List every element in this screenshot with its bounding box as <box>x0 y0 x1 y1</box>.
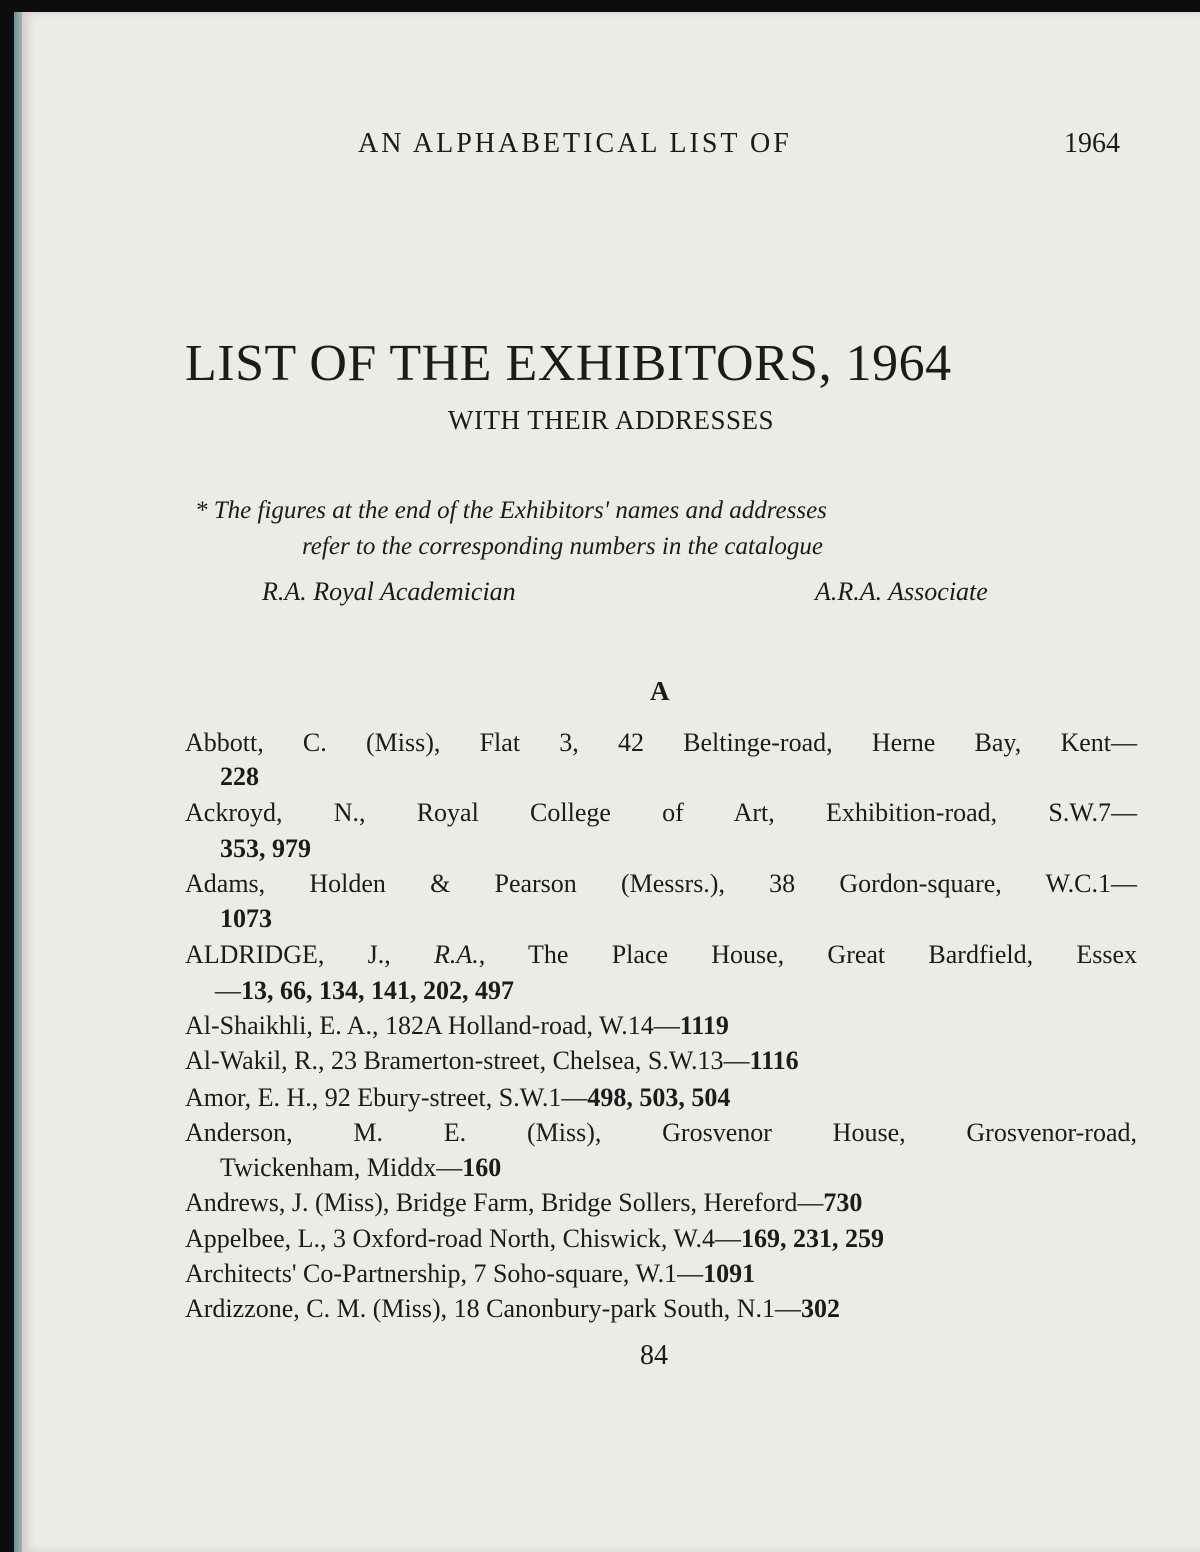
exhibitor-entry: Amor, E. H., 92 Ebury-street, S.W.1—498, 503, 504 <box>185 1083 731 1112</box>
abbrev-ara: A.R.A. Associate <box>815 577 988 606</box>
page-subtitle: WITH THEIR ADDRESSES <box>448 405 775 435</box>
running-title: AN ALPHABETICAL LIST OF <box>358 128 792 159</box>
entry-numbers: 228 <box>220 762 259 791</box>
exhibitor-entry: Ackroyd, N., Royal College of Art, Exhibition-road, S.W.7— <box>185 798 1137 827</box>
section-letter: A <box>650 676 670 706</box>
page-title: LIST OF THE EXHIBITORS, 1964 <box>185 335 952 392</box>
exhibitor-entry: Appelbee, L., 3 Oxford-road North, Chiswick, W.4—169, 231, 259 <box>185 1224 885 1253</box>
entry-numbers: 353, 979 <box>220 834 311 863</box>
entry-numbers: —13, 66, 134, 141, 202, 497 <box>215 976 514 1005</box>
note-line-1: * The figures at the end of the Exhibitors' names and addresses <box>195 497 827 524</box>
abbrev-ra: R.A. Royal Academician <box>262 577 516 606</box>
exhibitor-entry: ALDRIDGE, J., R.A., The Place House, Great Bardfield, Essex <box>185 940 1137 969</box>
exhibitor-entry: Architects' Co-Partnership, 7 Soho-square, W.1—1091 <box>185 1259 756 1288</box>
page-number: 84 <box>640 1340 668 1371</box>
note-line-2: refer to the corresponding numbers in the catalogue <box>302 533 823 560</box>
entry-numbers: 1073 <box>220 904 272 933</box>
exhibitor-entry: Anderson, M. E. (Miss), Grosvenor House, Grosvenor-road, <box>185 1118 1137 1147</box>
exhibitor-entry: Al-Shaikhli, E. A., 182A Holland-road, W.14—1119 <box>185 1011 729 1040</box>
entry-continuation: Twickenham, Middx—160 <box>220 1153 502 1182</box>
running-year: 1964 <box>1064 128 1120 159</box>
exhibitor-entry: Ardizzone, C. M. (Miss), 18 Canonbury-park South, N.1—302 <box>185 1294 840 1323</box>
exhibitor-entry: Abbott, C. (Miss), Flat 3, 42 Beltinge-road, Herne Bay, Kent— <box>185 728 1137 757</box>
exhibitor-entry: Andrews, J. (Miss), Bridge Farm, Bridge Sollers, Hereford—730 <box>185 1188 863 1217</box>
exhibitor-entry: Al-Wakil, R., 23 Bramerton-street, Chelsea, S.W.13—1116 <box>185 1046 799 1075</box>
exhibitor-entry: Adams, Holden & Pearson (Messrs.), 38 Gordon-square, W.C.1— <box>185 869 1137 898</box>
